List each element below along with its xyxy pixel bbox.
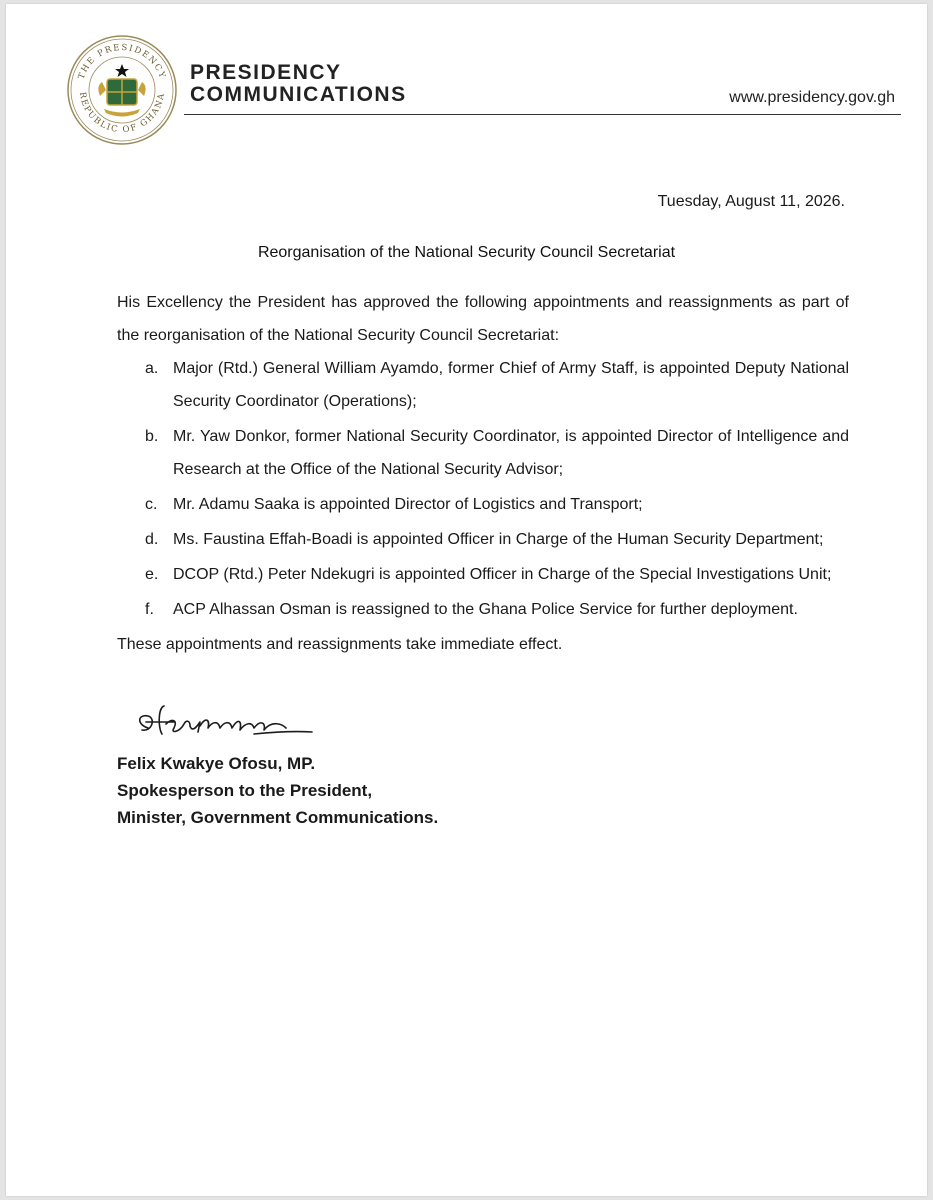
- list-item: [117, 488, 849, 521]
- header-divider: [184, 114, 901, 115]
- list-item: [117, 593, 849, 626]
- release-body: [117, 286, 849, 661]
- list-item-text: DCOP (Rtd.) Peter Ndekugri is appointed Officer in Charge of the Special Investigations Unit;: [173, 566, 832, 583]
- list-item: [117, 558, 849, 591]
- release-title: Reorganisation of the National Security Council Secretariat: [257, 244, 676, 261]
- svg-text:REPUBLIC OF GHANA: REPUBLIC OF GHANA: [76, 91, 168, 136]
- list-marker: b.: [145, 428, 159, 445]
- appointment-list: [117, 352, 849, 626]
- list-item-text: ACP Alhassan Osman is reassigned to the Ghana Police Service for further deployment.: [173, 601, 798, 618]
- svg-text:THE PRESIDENCY: THE PRESIDENCY: [76, 42, 168, 81]
- press-release-page: [6, 4, 927, 1196]
- brand-wordmark: [190, 62, 407, 106]
- presidency-seal-logo: [66, 34, 178, 146]
- list-marker: d.: [145, 531, 159, 548]
- list-item-text: Major (Rtd.) General William Ayamdo, former Chief of Army Staff, is appointed Deputy National Security Coordinator (Operations);: [173, 360, 849, 410]
- list-marker: c.: [145, 496, 158, 513]
- list-item: [117, 352, 849, 418]
- list-marker: e.: [145, 566, 159, 583]
- closing-paragraph: These appointments and reassignments take immediate effect.: [117, 636, 563, 653]
- release-date: Tuesday, August 11, 2026.: [657, 193, 845, 210]
- list-marker: f.: [145, 601, 154, 618]
- list-marker: a.: [145, 360, 159, 377]
- brand-line-1: PRESIDENCY: [190, 61, 342, 84]
- website-link[interactable]: www.presidency.gov.gh: [729, 89, 895, 106]
- list-item: [117, 420, 849, 486]
- list-item-text: Mr. Adamu Saaka is appointed Director of Logistics and Transport;: [173, 496, 643, 513]
- list-item-text: Ms. Faustina Effah-Boadi is appointed Officer in Charge of the Human Security Department;: [173, 531, 824, 548]
- intro-paragraph: His Excellency the President has approved the following appointments and reassignments as part of the reorganisation of the National Security Council Secretariat:: [117, 294, 849, 344]
- list-item-text: Mr. Yaw Donkor, former National Security Coordinator, is appointed Director of Intelligence and Research at the Office of the National Security Advisor;: [173, 428, 849, 478]
- handwritten-signature: [134, 698, 316, 748]
- brand-line-2: COMMUNICATIONS: [190, 83, 407, 106]
- list-item: [117, 523, 849, 556]
- signatory-block: [117, 750, 438, 831]
- signatory-name: Felix Kwakye Ofosu, MP.: [117, 754, 316, 773]
- signatory-office: Minister, Government Communications.: [117, 808, 439, 827]
- signatory-role: Spokesperson to the President,: [117, 781, 373, 800]
